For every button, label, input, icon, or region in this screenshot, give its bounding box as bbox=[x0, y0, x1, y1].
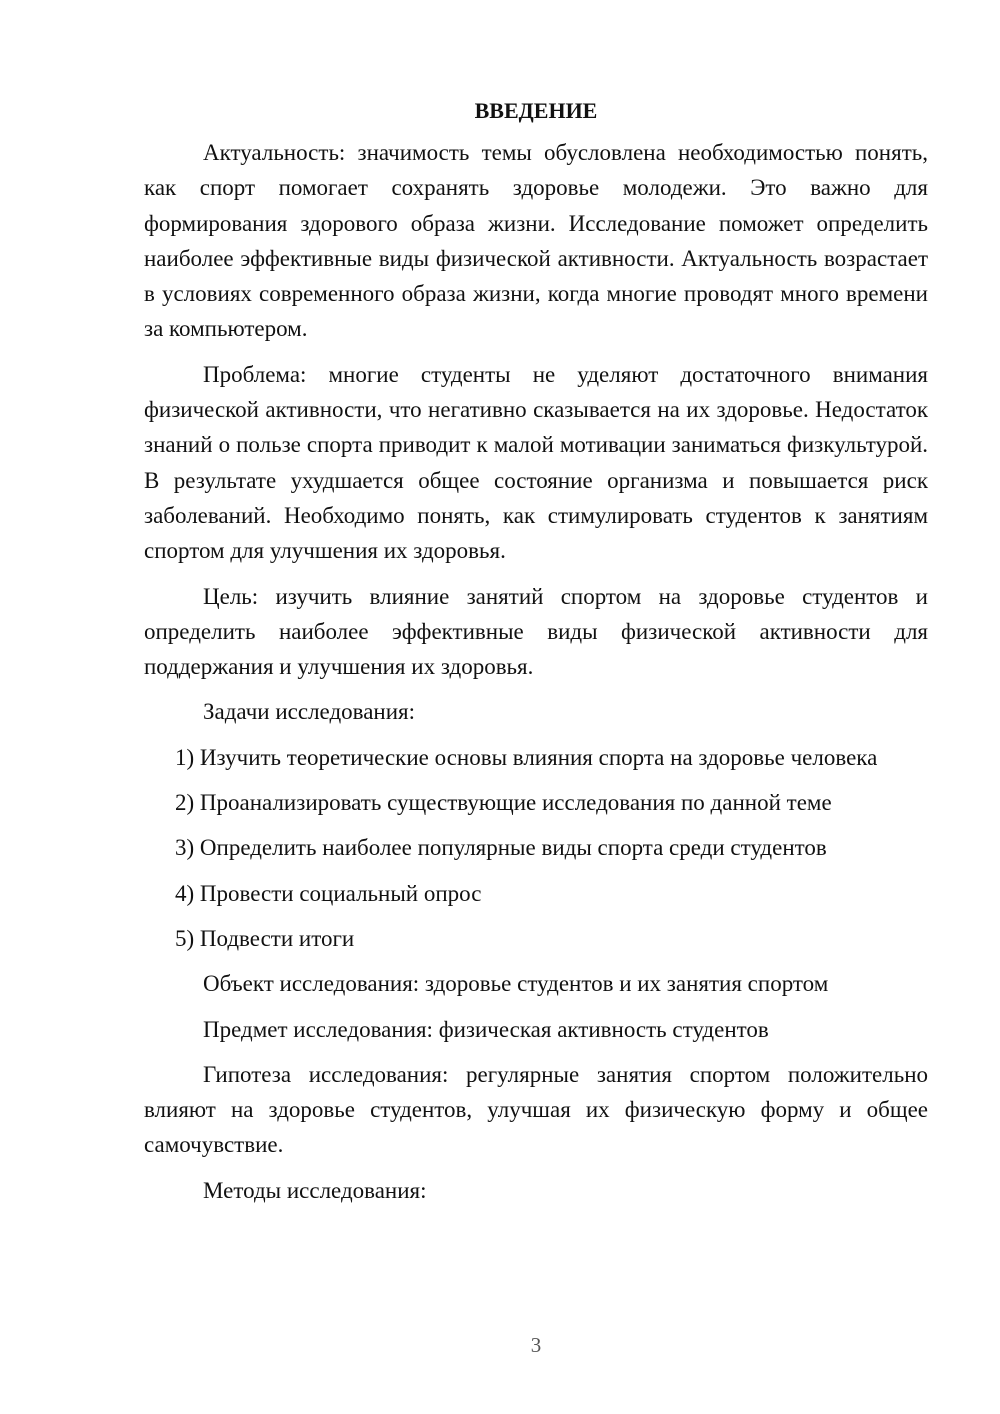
task-item: 5) Подвести итоги bbox=[175, 925, 355, 951]
hypothesis-paragraph: Гипотеза исследования: регулярные занятия спортом положительно влияют на здоровье студентов, улучшая их физическую форму и общее самочувствие. bbox=[144, 1061, 928, 1158]
task-item: 3) Определить наиболее популярные виды спорта среди студентов bbox=[175, 835, 827, 861]
problem-paragraph: Проблема: многие студенты не уделяют достаточного внимания физической активности, что негативно сказывается на их здоровье. Недостаток знаний о пользе спорта приводит к малой мотивации заниматься физкультурой. В результате ухудшается общее состояние организма и повышается риск заболеваний. Необходимо понять, как стимулировать студентов к занятиям спортом для улучшения их здоровья. bbox=[144, 361, 928, 564]
page-number: 3 bbox=[530, 1333, 542, 1357]
document-page bbox=[144, 96, 928, 1218]
relevance-paragraph: Актуальность: значимость темы обусловлена необходимостью понять, как спорт помогает сохранять здоровье молодежи. Это важно для формирования здорового образа жизни. Исследование поможет определить наиболее эффективные виды физической активности. Актуальность возрастает в условиях современного образа жизни, когда многие проводят много времени за компьютером. bbox=[144, 140, 928, 342]
subject-paragraph: Предмет исследования: физическая активность студентов bbox=[203, 1016, 769, 1042]
methods-heading: Методы исследования: bbox=[203, 1177, 427, 1203]
task-item: 4) Провести социальный опрос bbox=[175, 880, 482, 906]
task-item: 2) Проанализировать существующие исследования по данной теме bbox=[175, 790, 832, 816]
task-item: 1) Изучить теоретические основы влияния спорта на здоровье человека bbox=[175, 744, 878, 770]
tasks-heading: Задачи исследования: bbox=[203, 699, 416, 725]
document-title: ВВЕДЕНИЕ bbox=[474, 98, 598, 123]
goal-paragraph: Цель: изучить влияние занятий спортом на здоровье студентов и определить наиболее эффективные виды физической активности для поддержания и улучшения их здоровья. bbox=[144, 583, 928, 680]
object-paragraph: Объект исследования: здоровье студентов и их занятия спортом bbox=[203, 971, 829, 997]
